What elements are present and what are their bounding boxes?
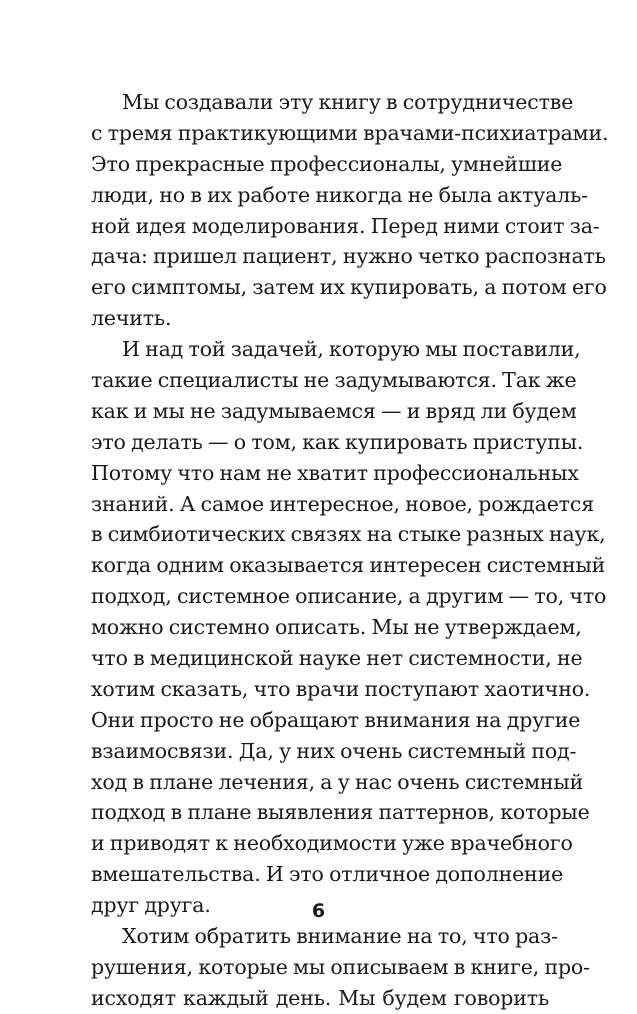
text-line: это делать — о том, как купировать приступы. — [91, 429, 584, 454]
text-line: лечить. — [91, 306, 172, 331]
body-text — [91, 87, 609, 1014]
text-line: дача: пришел пациент, нужно четко распознать — [91, 244, 606, 269]
text-line: такие специалисты не задумываются. Так же — [91, 368, 577, 393]
text-line: с тремя практикующими врачами-психиатрами. — [91, 120, 609, 145]
text-line: хотим сказать, что врачи поступают хаотично. — [91, 676, 591, 701]
text-line: и приводят к необходимости уже врачебного — [91, 831, 573, 856]
text-line: люди, но в их работе никогда не была актуаль- — [91, 182, 588, 207]
text-line: когда одним оказывается интересен системный — [91, 553, 606, 578]
text-line: исходят каждый день. Мы будем говорить — [91, 985, 549, 1010]
text-line: Хотим обратить внимание на то, что раз- — [122, 924, 558, 949]
text-line: подход в плане выявления паттернов, которые — [91, 800, 590, 825]
text-line: взаимосвязи. Да, у них очень системный под- — [91, 738, 577, 763]
text-line: в симбиотических связях на стыке разных наук, — [91, 522, 606, 547]
text-line: его симптомы, затем их купировать, а потом его — [91, 275, 607, 300]
text-line: как и мы не задумываемся — и вряд ли будем — [91, 398, 577, 423]
text-line: знаний. А самое интересное, новое, рождается — [91, 491, 594, 516]
text-line: Это прекрасные профессионалы, умнейшие — [91, 151, 563, 176]
text-line: ной идея моделирования. Перед ними стоит за- — [91, 213, 600, 238]
text-line: можно системно описать. Мы не утверждаем, — [91, 615, 582, 640]
text-line: Потому что нам не хватит профессиональных — [91, 460, 579, 485]
text-line: Они просто не обращают внимания на другие — [91, 707, 581, 732]
text-line: подход, системное описание, а другим — то, что — [91, 584, 607, 609]
text-line: Мы создавали эту книгу в сотрудничестве — [122, 90, 574, 114]
text-line: друг друга. — [91, 893, 211, 918]
text-line: вмешательства. И это отличное дополнение — [91, 862, 564, 887]
text-line: И над той задачей, которую мы поставили, — [122, 337, 581, 362]
text-line: что в медицинской науке нет системности, не — [91, 646, 583, 671]
text-line: ход в плане лечения, а у нас очень системный — [91, 769, 584, 794]
page-number: 6 — [311, 900, 326, 922]
text-line: рушения, которые мы описываем в книге, про- — [91, 954, 590, 979]
